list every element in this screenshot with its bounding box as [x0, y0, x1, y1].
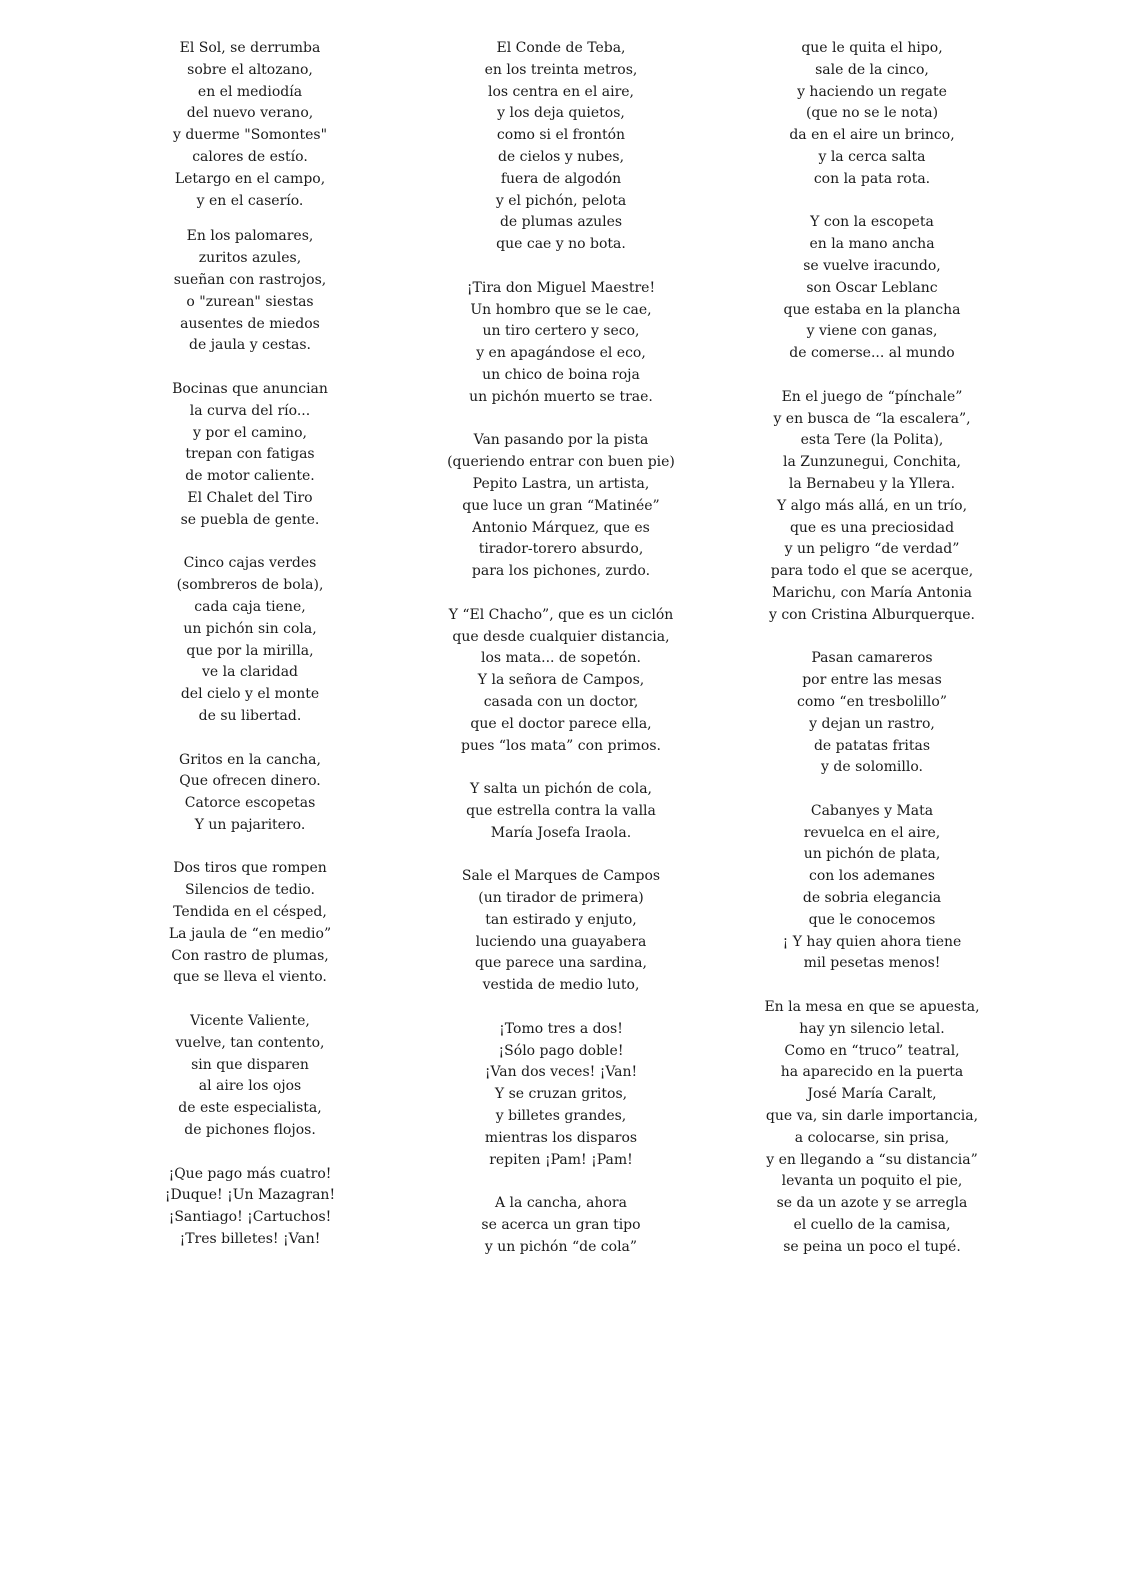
poem-stanza — [411, 605, 711, 758]
poem-line: de comerse... al mundo — [789, 345, 955, 362]
poem-stanza — [411, 430, 711, 583]
poem-line: ¡Tira don Miguel Maestre! — [466, 279, 656, 296]
poem-line: en la mano ancha — [809, 236, 935, 253]
poem-line: Cabanyes y Mata — [810, 802, 934, 819]
poem-line: de cielos y nubes, — [497, 148, 625, 165]
poem-line: ha aparecido en la puerta — [780, 1064, 964, 1081]
poem-line: Dos tiros que rompen — [173, 860, 327, 877]
poem-line: vuelve, tan contento, — [175, 1034, 325, 1051]
poem-line: Cinco cajas verdes — [183, 555, 317, 572]
poem-line: un tiro certero y seco, — [482, 323, 640, 340]
poem-line: y de solomillo. — [821, 759, 923, 776]
poem-line: de plumas azules — [499, 214, 623, 231]
poem-line: Y salta un pichón de cola, — [469, 781, 653, 798]
poem-line: (un tirador de primera) — [478, 890, 644, 907]
poem-line: un chico de boina roja — [482, 366, 640, 383]
poem-stanza — [722, 212, 1022, 365]
poem-line: y los deja quietos, — [497, 105, 625, 122]
poem-line: ¡Que pago más cuatro! — [168, 1165, 332, 1182]
poem-line: casada con un doctor, — [483, 693, 639, 710]
poem-line: un pichón muerto se trae. — [469, 388, 653, 405]
poem-line: de motor caliente. — [185, 468, 315, 485]
poem-line: y en apagándose el eco, — [476, 345, 646, 362]
poem-line: ve la claridad — [201, 664, 299, 681]
poem-line: revuelca en el aire, — [803, 824, 941, 841]
poem-line: los mata... de sopetón. — [480, 650, 641, 667]
poem-line: (sombreros de bola), — [176, 577, 324, 594]
poem-stanza — [722, 801, 1022, 975]
poem-line: zuritos azules, — [198, 250, 302, 267]
poem-line: Pepito Lastra, un artista, — [472, 475, 650, 492]
poem-line: que desde cualquier distancia, — [452, 628, 670, 645]
poem-line: El Sol, se derrumba — [179, 40, 321, 56]
poem-stanza — [100, 38, 400, 212]
poem-line: vestida de medio luto, — [482, 977, 640, 994]
poem-stanza — [411, 779, 711, 844]
poem-line: Catorce escopetas — [184, 795, 316, 812]
poem-line: ¡Santiago! ¡Cartuchos! — [168, 1209, 332, 1226]
poem-line: cada caja tiene, — [194, 598, 306, 615]
poem-line: de su libertad. — [198, 707, 302, 724]
poem-line: de patatas fritas — [813, 737, 931, 754]
poem-line: A la cancha, ahora — [495, 1195, 627, 1212]
poem-line: la curva del río... — [189, 402, 311, 419]
poem-line: repiten ¡Pam! ¡Pam! — [489, 1151, 633, 1168]
poem-line: como si el frontón — [496, 127, 626, 144]
poem-line: ¡Sólo pago doble! — [498, 1042, 624, 1059]
poem-line: Y un pajaritero. — [194, 816, 306, 833]
poem-line: con la pata rota. — [813, 170, 931, 187]
poem-line: de este especialista, — [178, 1100, 322, 1117]
poem-line: da en el aire un brinco, — [789, 127, 955, 144]
poem-line: pues “los mata” con primos. — [460, 737, 661, 754]
poem-line: Que ofrecen dinero. — [179, 773, 321, 790]
poem-line: Vicente Valiente, — [190, 1013, 310, 1030]
poem-line: son Oscar Leblanc — [806, 279, 938, 296]
poem-line: En la mesa en que se apuesta, — [764, 999, 980, 1016]
poem-line: Marichu, con María Antonia — [771, 584, 973, 601]
poem-stanza — [100, 1011, 400, 1142]
poem-line: luciendo una guayabera — [475, 933, 647, 950]
poem-line: para los pichones, zurdo. — [471, 563, 651, 580]
poem-line: en el mediodía — [197, 83, 303, 100]
poem-line: calores de estío. — [192, 148, 308, 165]
poem-line: El Conde de Teba, — [496, 40, 626, 56]
poem-line: sale de la cinco, — [815, 61, 929, 78]
poem-line: con los ademanes — [809, 868, 935, 885]
poem-line: los centra en el aire, — [487, 83, 634, 100]
poem-line: Y algo más allá, en un trío, — [776, 497, 968, 514]
poem-line: de pichones flojos. — [184, 1122, 316, 1139]
poem-line: y billetes grandes, — [495, 1108, 627, 1125]
poem-line: tirador-torero absurdo, — [478, 541, 644, 558]
poem-line: que luce un gran “Matinée” — [462, 497, 660, 514]
poem-line: al aire los ojos — [198, 1078, 302, 1095]
poem-line: y viene con ganas, — [806, 323, 938, 340]
poem-line: como “en tresbolillo” — [796, 693, 947, 710]
poem-line: Pasan camareros — [811, 650, 933, 667]
poem-line: mientras los disparos — [484, 1129, 638, 1146]
poem-line: y en busca de “la escalera”, — [773, 410, 971, 427]
poem-line: de sobria elegancia — [802, 890, 942, 907]
poem-line: sobre el altozano, — [187, 61, 313, 78]
poem-line: esta Tere (la Polita), — [800, 432, 944, 449]
poem-line: hay yn silencio letal. — [799, 1020, 945, 1037]
poem-line: sin que disparen — [191, 1056, 309, 1073]
poem-line: Van pasando por la pista — [473, 432, 649, 449]
poem-line: y la cerca salta — [818, 148, 926, 165]
poem-column-1 — [100, 38, 400, 1273]
poem-line: ¡Tres billetes! ¡Van! — [179, 1231, 321, 1248]
poem-line: y un peligro “de verdad” — [784, 541, 960, 558]
poem-line: ¡Duque! ¡Un Mazagran! — [164, 1187, 336, 1204]
poem-line: Con rastro de plumas, — [171, 947, 329, 964]
poem-line: fuera de algodón — [500, 170, 622, 187]
poem-line: y el pichón, pelota — [495, 192, 627, 209]
poem-line: por entre las mesas — [802, 672, 942, 689]
poem-line: ¡ Y hay quien ahora tiene — [782, 933, 962, 950]
poem-line: Silencios de tedio. — [185, 882, 315, 899]
poem-line: se da un azote y se arregla — [776, 1195, 968, 1212]
poem-line: mil pesetas menos! — [803, 955, 941, 972]
poem-stanza — [100, 1164, 400, 1251]
poem-line: Y con la escopeta — [810, 214, 934, 231]
poem-line: que le conocemos — [808, 911, 936, 928]
poem-line: trepan con fatigas — [185, 446, 315, 463]
poem-line: de jaula y cestas. — [189, 337, 311, 354]
poem-stanza — [100, 750, 400, 837]
poem-line: Gritos en la cancha, — [179, 751, 321, 768]
poem-line: un pichón de plata, — [803, 846, 941, 863]
poem-line: Tendida en el césped, — [173, 904, 327, 921]
poem-line: que le quita el hipo, — [801, 40, 943, 56]
poem-line: y duerme "Somontes" — [172, 127, 328, 144]
poem-line: ausentes de miedos — [180, 315, 320, 332]
poem-stanza — [411, 1193, 711, 1258]
poem-line: Sale el Marques de Campos — [461, 868, 661, 885]
poem-stanza — [100, 226, 400, 357]
poem-line: a colocarse, sin prisa, — [794, 1129, 950, 1146]
poem-stanza — [722, 997, 1022, 1259]
poem-line: y con Cristina Alburquerque. — [768, 606, 975, 623]
poem-line: Antonio Márquez, que es — [472, 519, 650, 536]
poem-line: se vuelve iracundo, — [803, 257, 941, 274]
poem-line: en los treinta metros, — [484, 61, 638, 78]
poem-line: que se lleva el viento. — [173, 969, 327, 986]
poem-line: un pichón sin cola, — [183, 620, 317, 637]
poem-column-3 — [722, 38, 1022, 1280]
poem-line: Un hombro que se le cae, — [470, 301, 652, 318]
poem-line: se puebla de gente. — [180, 511, 320, 528]
poem-line: sueñan con rastrojos, — [173, 271, 327, 288]
poem-stanza — [411, 1019, 711, 1172]
poem-line: ¡Van dos veces! ¡Van! — [484, 1064, 638, 1081]
poem-line: que el doctor parece ella, — [470, 715, 652, 732]
poem-line: levanta un poquito el pie, — [781, 1173, 963, 1190]
poem-line: tan estirado y enjuto, — [485, 911, 637, 928]
poem-line: que es una preciosidad — [789, 519, 955, 536]
poem-line: ¡Tomo tres a dos! — [499, 1020, 623, 1037]
poem-line: que cae y no bota. — [496, 236, 626, 253]
poem-line: (queriendo entrar con buen pie) — [447, 454, 675, 471]
poem-line: que por la mirilla, — [186, 642, 314, 659]
poem-line: que estaba en la plancha — [783, 301, 961, 318]
poem-line: El Chalet del Tiro — [187, 489, 313, 506]
poem-line: Letargo en el campo, — [174, 170, 326, 187]
poem-line: y dejan un rastro, — [809, 715, 935, 732]
poem-line: del cielo y el monte — [180, 686, 320, 703]
poem-stanza — [100, 858, 400, 989]
poem-line: Como en “truco” teatral, — [784, 1042, 960, 1059]
poem-stanza — [411, 38, 711, 256]
poem-line: Y la señora de Campos, — [477, 672, 645, 689]
poem-line: que estrella contra la valla — [466, 802, 656, 819]
poem-line: del nuevo verano, — [186, 105, 314, 122]
poem-line: la Zunzunegui, Conchita, — [782, 454, 961, 471]
poem-line: y haciendo un regate — [797, 83, 947, 100]
poem-line: Y se cruzan gritos, — [494, 1086, 628, 1103]
poem-line: y por el camino, — [193, 424, 307, 441]
poem-line: y un pichón “de cola” — [484, 1238, 638, 1255]
poem-line: para todo el que se acerque, — [770, 563, 974, 580]
poem-line: el cuello de la camisa, — [793, 1217, 951, 1234]
poem-line: se peina un poco el tupé. — [783, 1238, 961, 1255]
poem-line: Bocinas que anuncian — [172, 380, 328, 397]
poem-stanza — [722, 648, 1022, 779]
poem-stanza — [722, 38, 1022, 191]
poem-stanza — [100, 553, 400, 727]
poem-stanza — [411, 866, 711, 997]
poem-line: María Josefa Iraola. — [490, 824, 632, 841]
poem-line: En los palomares, — [186, 228, 314, 245]
poem-stanza — [411, 278, 711, 409]
poem-line: y en el caserío. — [196, 192, 304, 209]
poem-column-2 — [411, 38, 711, 1280]
poem-line: La jaula de “en medio” — [168, 925, 332, 942]
poem-line: se acerca un gran tipo — [481, 1217, 641, 1234]
poem-line: (que no se le nota) — [805, 105, 939, 122]
poem-line: José María Caralt, — [807, 1086, 937, 1103]
poem-line: la Bernabeu y la Yllera. — [788, 475, 956, 492]
poem-line: Y “El Chacho”, que es un ciclón — [448, 606, 674, 623]
poem-line: o "zurean" siestas — [186, 293, 314, 310]
poem-line: y en llegando a “su distancia” — [766, 1151, 978, 1168]
poem-stanza — [100, 379, 400, 532]
poem-stanza — [722, 387, 1022, 627]
poem-line: que parece una sardina, — [475, 955, 647, 972]
poem-line: que va, sin darle importancia, — [765, 1108, 979, 1125]
poem-line: En el juego de “pínchale” — [781, 388, 963, 405]
